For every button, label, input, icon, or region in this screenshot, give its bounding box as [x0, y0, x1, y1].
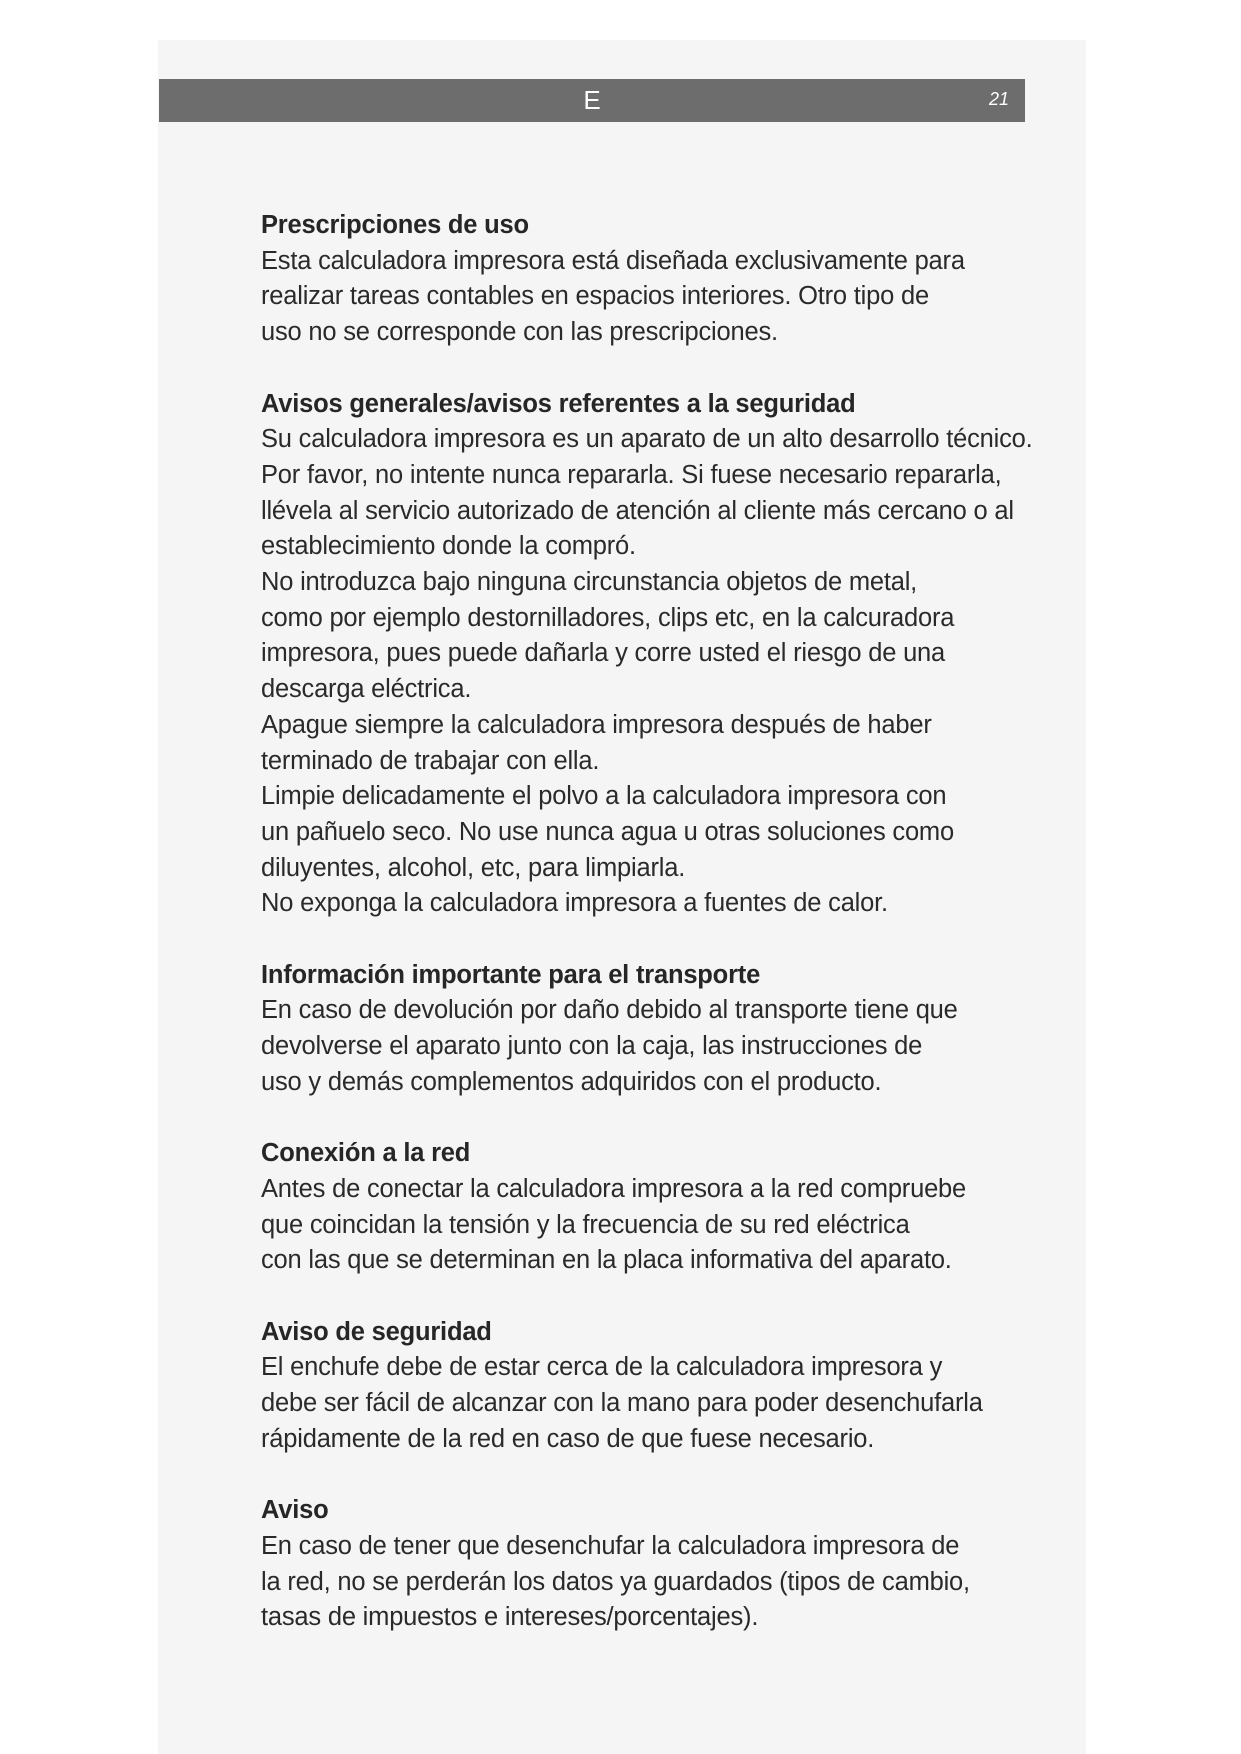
paragraph-line: la red, no se perderán los datos ya guardados (tipos de cambio,: [261, 1567, 970, 1596]
document-body: [261, 208, 1061, 1672]
paragraph-line: terminado de trabajar con ella.: [261, 746, 600, 775]
paragraph-line: descarga eléctrica.: [261, 675, 472, 704]
paragraph-line: llévela al servicio autorizado de atención al cliente más cercano o al: [261, 496, 1014, 525]
paragraph-line: realizar tareas contables en espacios interiores. Otro tipo de: [261, 282, 929, 311]
paragraph-line: como por ejemplo destornilladores, clips etc, en la calcuradora: [261, 603, 955, 632]
paragraph-line: Apague siempre la calculadora impresora después de haber: [261, 710, 932, 739]
paragraph-line: establecimiento donde la compró.: [261, 532, 636, 561]
section: [261, 958, 1061, 1101]
paragraph-line: diluyentes, alcohol, etc, para limpiarla.: [261, 853, 686, 882]
paragraph-line: Esta calculadora impresora está diseñada exclusivamente para: [261, 246, 965, 275]
paragraph-line: tasas de impuestos e intereses/porcentajes).: [261, 1603, 759, 1632]
section-title: Avisos generales/avisos referentes a la seguridad: [261, 389, 856, 418]
paragraph-line: No introduzca bajo ninguna circunstancia objetos de metal,: [261, 568, 918, 597]
section: [261, 208, 1061, 351]
paragraph-line: En caso de tener que desenchufar la calculadora impresora de: [261, 1531, 960, 1560]
paragraph-line: uso no se corresponde con las prescripciones.: [261, 318, 778, 347]
paragraph-line: Antes de conectar la calculadora impresora a la red compruebe: [261, 1174, 967, 1203]
section: [261, 1493, 1061, 1636]
paragraph-line: uso y demás complementos adquiridos con el producto.: [261, 1067, 882, 1096]
section-title: Conexión a la red: [261, 1139, 471, 1168]
section: [261, 1315, 1061, 1458]
paragraph-line: En caso de devolución por daño debido al transporte tiene que: [261, 996, 958, 1025]
paragraph-line: impresora, pues puede dañarla y corre usted el riesgo de una: [261, 639, 946, 668]
paragraph-line: rápidamente de la red en caso de que fuese necesario.: [261, 1424, 875, 1453]
paragraph-line: con las que se determinan en la placa informativa del aparato.: [261, 1246, 952, 1275]
paragraph-line: un pañuelo seco. No use nunca agua u otras soluciones como: [261, 817, 954, 846]
section-title: Prescripciones de uso: [261, 211, 529, 239]
section: [261, 1136, 1061, 1279]
section-title: Aviso: [261, 1496, 329, 1525]
paragraph-line: Limpie delicadamente el polvo a la calculadora impresora con: [261, 782, 947, 811]
paragraph-line: debe ser fácil de alcanzar con la mano para poder desenchufarla: [261, 1389, 983, 1418]
paragraph-line: El enchufe debe de estar cerca de la calculadora impresora y: [261, 1353, 943, 1382]
paragraph-line: devolverse el aparato junto con la caja, las instrucciones de: [261, 1032, 923, 1061]
section-title: Información importante para el transporte: [261, 960, 761, 989]
paragraph-line: Por favor, no intente nunca repararla. Si fuese necesario repararla,: [261, 460, 1002, 489]
paragraph-line: que coincidan la tensión y la frecuencia de su red eléctrica: [261, 1210, 910, 1239]
page-header-bar: [159, 79, 1025, 122]
section: [261, 387, 1061, 923]
paragraph-line: No exponga la calculadora impresora a fuentes de calor.: [261, 889, 888, 918]
section-title: Aviso de seguridad: [261, 1317, 492, 1346]
page-number: 21: [988, 89, 1009, 109]
language-indicator: E: [583, 85, 601, 115]
paragraph-line: Su calculadora impresora es un aparato de un alto desarrollo técnico.: [261, 425, 1033, 454]
